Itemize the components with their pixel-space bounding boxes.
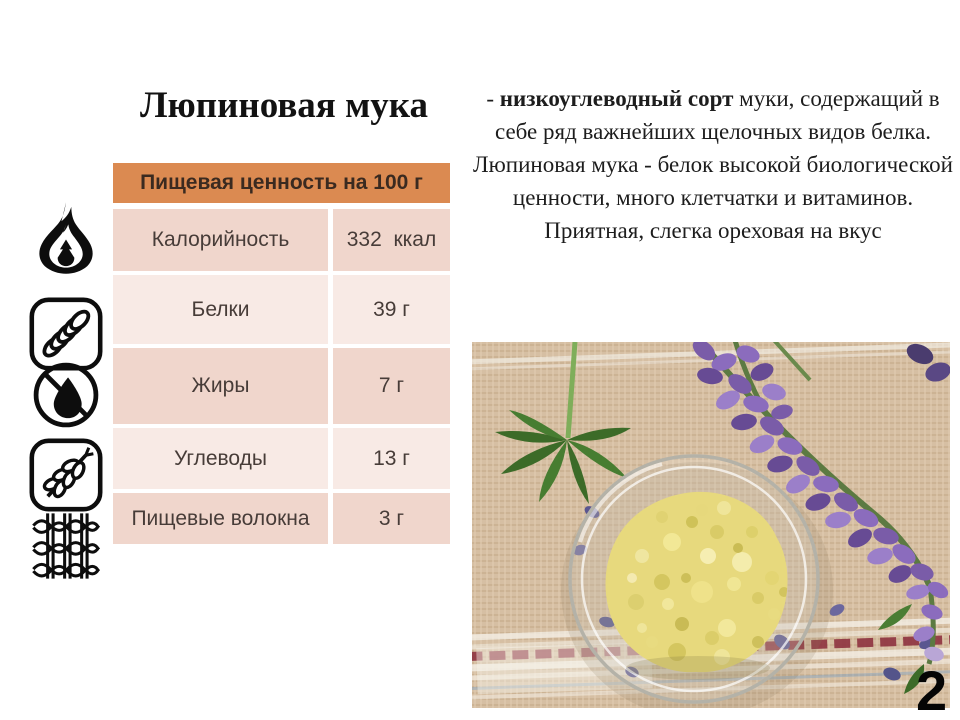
nutrition-table (113, 163, 450, 548)
nutrition-table-header: Пищевая ценность на 100 г (113, 163, 450, 203)
row-label: Калорийность (113, 209, 328, 271)
description-paragraph (466, 82, 960, 247)
lupine-flour-photo (472, 342, 950, 708)
row-label: Жиры (113, 348, 328, 424)
row-label: Углеводы (113, 428, 328, 489)
row-label: Пищевые волокна (113, 493, 328, 544)
row-value: 7 г (333, 348, 450, 424)
table-row (113, 493, 450, 544)
table-row (113, 428, 450, 489)
description-bold-phrase: низкоуглеводный сорт (499, 86, 734, 111)
description-rest: муки, содержащий в себе ряд важнейших щелочных видов белка. Люпиновая мука - белок высокой биологической ценности, много клетчатки и витаминов. Приятная, слегка ореховая на вкус (473, 86, 953, 243)
no-fat-droplet-icon (28, 361, 104, 429)
table-row (113, 275, 450, 344)
row-label: Белки (113, 275, 328, 344)
row-value: 332 ккал (333, 209, 450, 271)
flame-icon (28, 193, 104, 283)
row-value: 13 г (333, 428, 450, 489)
page-title: Люпиновая мука (139, 85, 429, 126)
fiber-weave-icon (28, 512, 104, 580)
description-dash: - (486, 86, 500, 111)
row-value: 39 г (333, 275, 450, 344)
table-row (113, 209, 450, 271)
page-number: 2 (916, 659, 948, 720)
wheat-grain-icon (28, 437, 104, 513)
table-row (113, 348, 450, 424)
row-value: 3 г (333, 493, 450, 544)
